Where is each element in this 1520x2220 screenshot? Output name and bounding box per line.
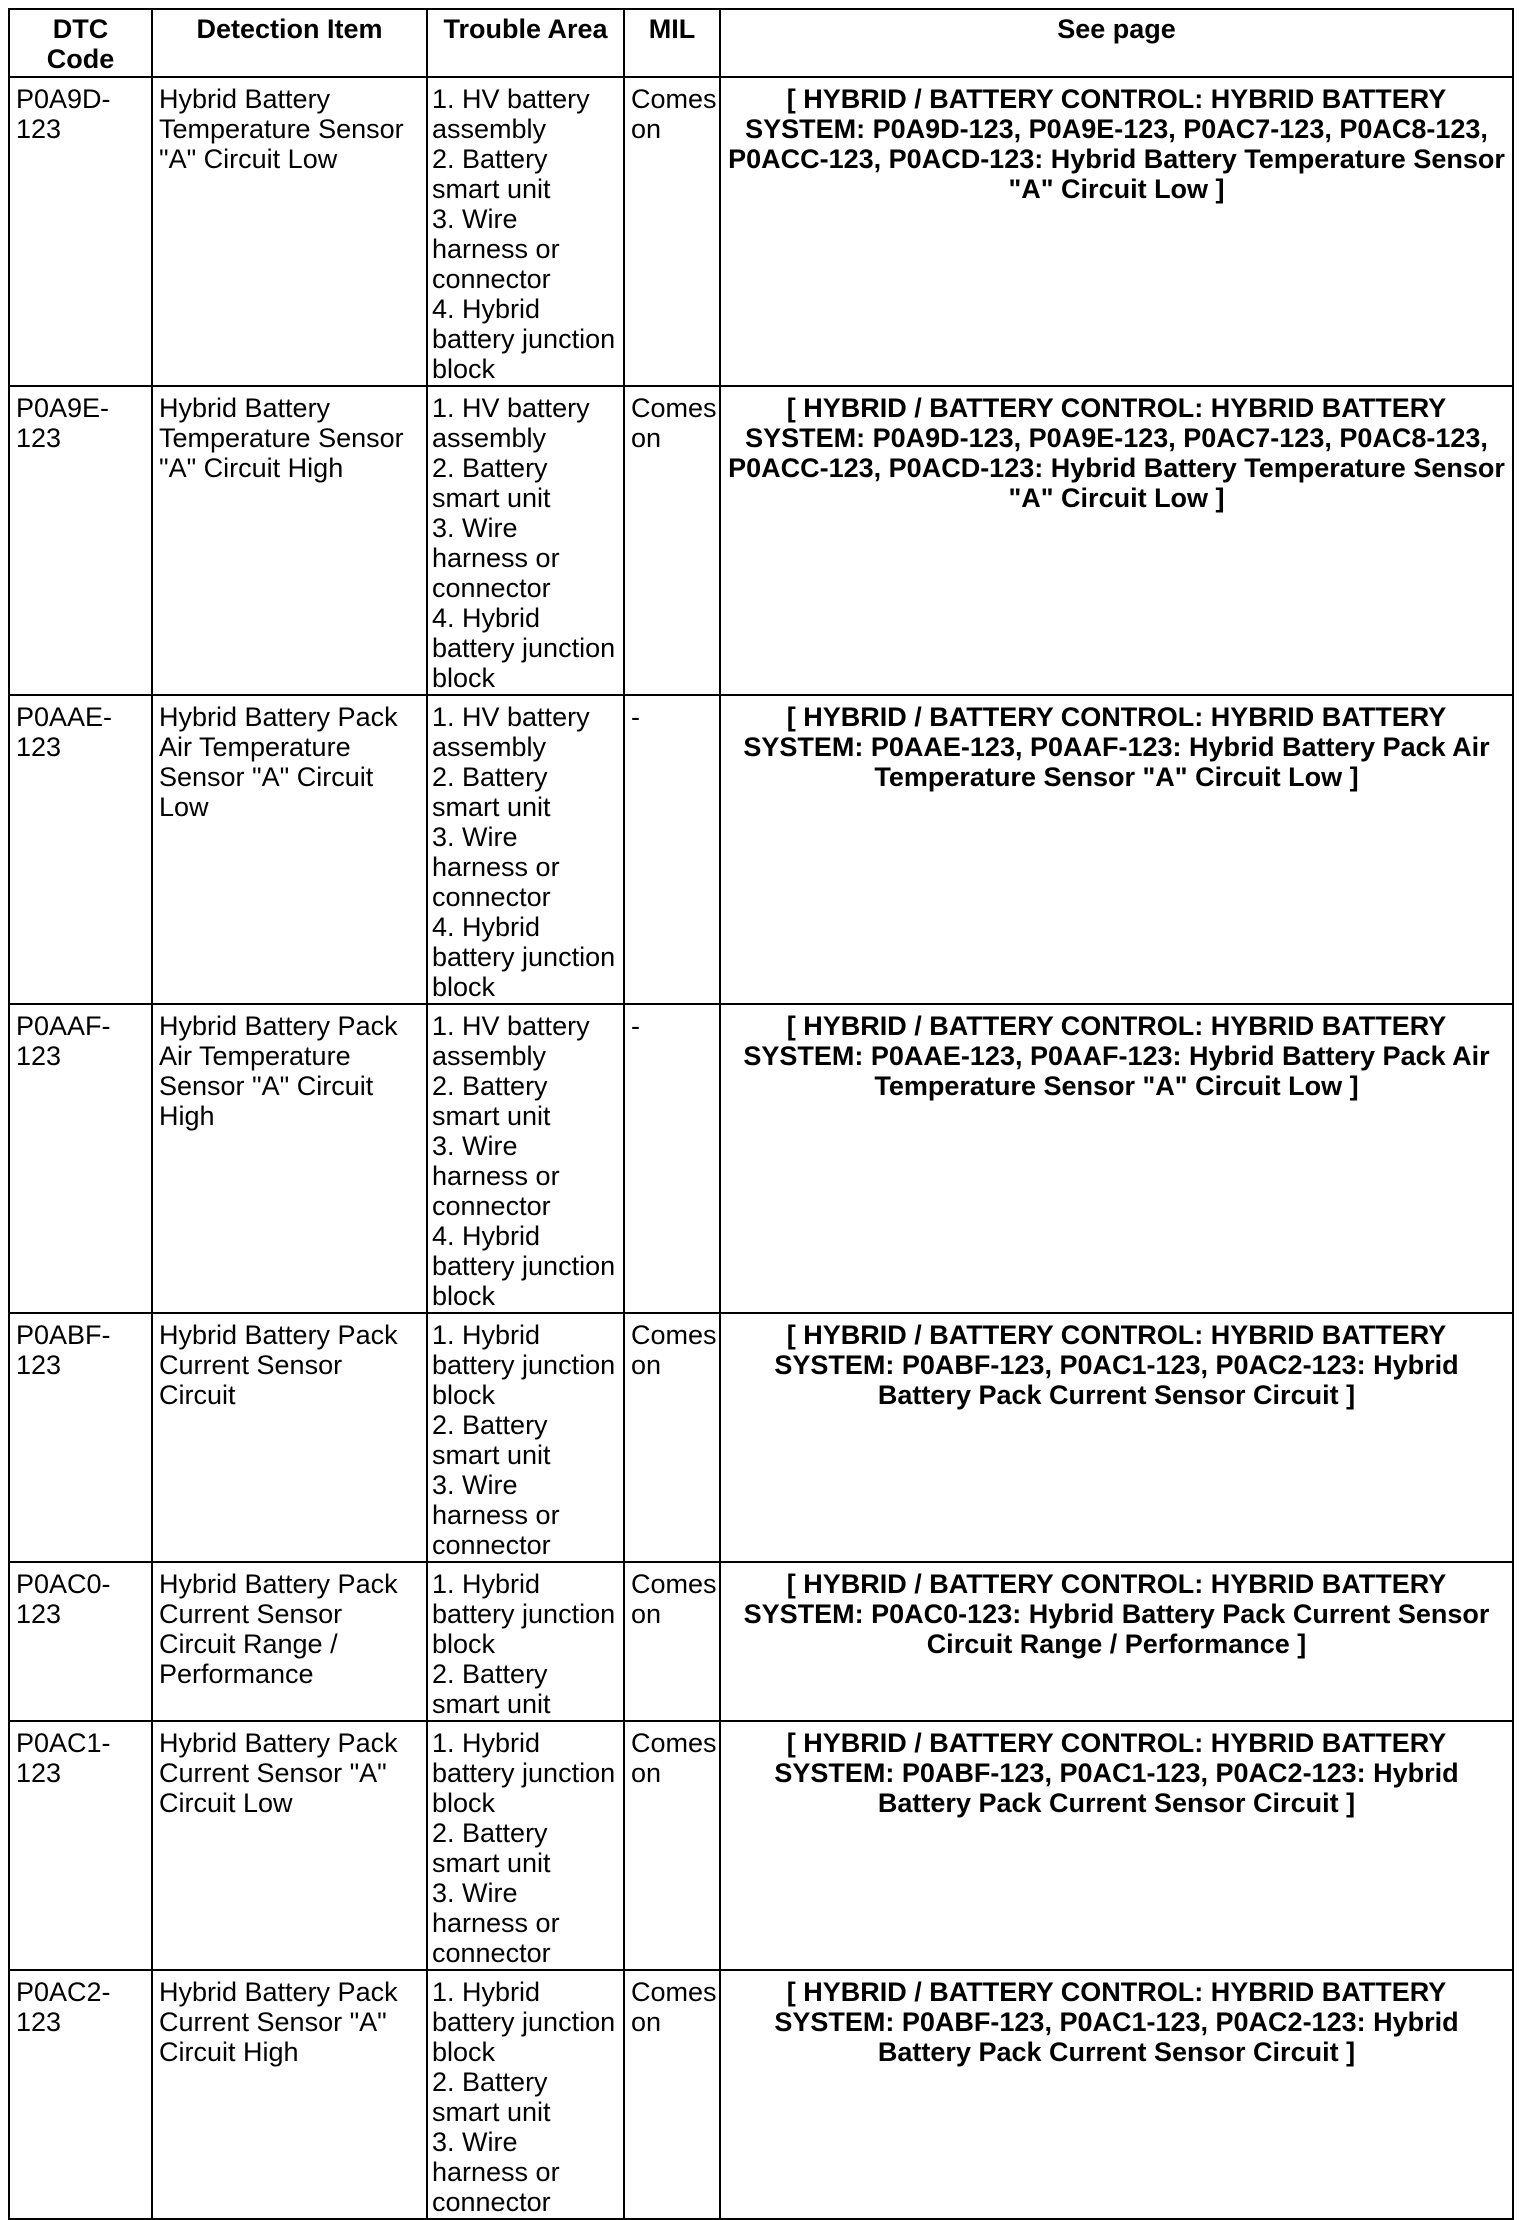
trouble-area-line: 1. Hybrid battery junction block [432,1569,616,1659]
detection-item-cell: Hybrid Battery Pack Current Sensor Circuit Range / Performance [152,1562,427,1721]
trouble-area-cell [427,1313,624,1562]
table-row [9,1562,1513,1721]
trouble-area-line: 1. Hybrid battery junction block [432,1728,616,1818]
trouble-area-cell [427,1970,624,2219]
mil-cell: Comes on [624,1721,720,1970]
dtc-code-cell: P0AAF-123 [9,1004,152,1313]
table-row [9,1004,1513,1313]
trouble-area-line: 2. Battery smart unit [432,1818,551,1878]
see-page-link[interactable]: [ HYBRID / BATTERY CONTROL: HYBRID BATTERY SYSTEM: P0ABF-123, P0AC1-123, P0AC2-123: Hybrid Battery Pack Current Sensor Circuit ] [720,1721,1513,1970]
dtc-code-cell: P0AAE-123 [9,695,152,1004]
trouble-area-line: 2. Battery smart unit [432,1410,551,1470]
trouble-area-line: 2. Battery smart unit [432,762,551,822]
trouble-area-line: 1. HV battery assembly [432,393,590,453]
header-row [9,9,1513,77]
table-row [9,1970,1513,2219]
trouble-area-cell [427,1004,624,1313]
trouble-area-line: 4. Hybrid battery junction block [432,603,616,693]
detection-item-cell: Hybrid Battery Temperature Sensor "A" Circuit High [152,386,427,695]
header-dtc-code: DTC Code [9,9,152,77]
see-page-link[interactable]: [ HYBRID / BATTERY CONTROL: HYBRID BATTERY SYSTEM: P0AAE-123, P0AAF-123: Hybrid Battery Pack Air Temperature Sensor "A" Circuit Low ] [720,1004,1513,1313]
trouble-area-line: 4. Hybrid battery junction block [432,912,616,1002]
detection-item-cell: Hybrid Battery Pack Current Sensor "A" Circuit High [152,1970,427,2219]
table-row [9,695,1513,1004]
header-see-page: See page [720,9,1513,77]
trouble-area-line: 2. Battery smart unit [432,453,551,513]
detection-item-cell: Hybrid Battery Pack Air Temperature Sensor "A" Circuit High [152,1004,427,1313]
see-page-link[interactable]: [ HYBRID / BATTERY CONTROL: HYBRID BATTERY SYSTEM: P0ABF-123, P0AC1-123, P0AC2-123: Hybrid Battery Pack Current Sensor Circuit ] [720,1313,1513,1562]
trouble-area-cell [427,386,624,695]
detection-item-cell: Hybrid Battery Pack Current Sensor Circuit [152,1313,427,1562]
trouble-area-line: 3. Wire harness or connector [432,1470,560,1560]
header-trouble-area: Trouble Area [427,9,624,77]
see-page-link[interactable]: [ HYBRID / BATTERY CONTROL: HYBRID BATTERY SYSTEM: P0AAE-123, P0AAF-123: Hybrid Battery Pack Air Temperature Sensor "A" Circuit Low ] [720,695,1513,1004]
dtc-table [8,8,1514,2220]
trouble-area-cell [427,1721,624,1970]
trouble-area-line: 3. Wire harness or connector [432,1131,560,1221]
trouble-area-line: 3. Wire harness or connector [432,2127,560,2217]
header-mil: MIL [624,9,720,77]
mil-cell: Comes on [624,1313,720,1562]
mil-cell: Comes on [624,1562,720,1721]
see-page-link[interactable]: [ HYBRID / BATTERY CONTROL: HYBRID BATTERY SYSTEM: P0A9D-123, P0A9E-123, P0AC7-123, P0AC8-123, P0ACC-123, P0ACD-123: Hybrid Battery Temperature Sensor "A" Circuit Low ] [720,386,1513,695]
trouble-area-line: 2. Battery smart unit [432,2067,551,2127]
table-row [9,1313,1513,1562]
dtc-code-cell: P0ABF-123 [9,1313,152,1562]
table-row [9,386,1513,695]
dtc-code-cell: P0A9D-123 [9,77,152,386]
detection-item-cell: Hybrid Battery Temperature Sensor "A" Circuit Low [152,77,427,386]
detection-item-cell: Hybrid Battery Pack Air Temperature Sensor "A" Circuit Low [152,695,427,1004]
table-header [9,9,1513,77]
mil-cell: Comes on [624,77,720,386]
trouble-area-line: 4. Hybrid battery junction block [432,294,616,384]
mil-cell: Comes on [624,386,720,695]
trouble-area-line: 1. HV battery assembly [432,84,590,144]
dtc-code-cell: P0AC2-123 [9,1970,152,2219]
table-row [9,77,1513,386]
trouble-area-line: 1. HV battery assembly [432,702,590,762]
trouble-area-line: 3. Wire harness or connector [432,204,560,294]
trouble-area-line: 1. Hybrid battery junction block [432,1977,616,2067]
trouble-area-line: 3. Wire harness or connector [432,822,560,912]
trouble-area-line: 2. Battery smart unit [432,144,551,204]
dtc-code-cell: P0A9E-123 [9,386,152,695]
trouble-area-line: 4. Hybrid battery junction block [432,1221,616,1311]
trouble-area-line: 3. Wire harness or connector [432,1878,560,1968]
table-row [9,1721,1513,1970]
see-page-link[interactable]: [ HYBRID / BATTERY CONTROL: HYBRID BATTERY SYSTEM: P0AC0-123: Hybrid Battery Pack Current Sensor Circuit Range / Performance ] [720,1562,1513,1721]
trouble-area-line: 1. Hybrid battery junction block [432,1320,616,1410]
dtc-code-cell: P0AC1-123 [9,1721,152,1970]
detection-item-cell: Hybrid Battery Pack Current Sensor "A" Circuit Low [152,1721,427,1970]
trouble-area-cell [427,1562,624,1721]
trouble-area-line: 2. Battery smart unit [432,1659,551,1719]
mil-cell: - [624,695,720,1004]
trouble-area-cell [427,77,624,386]
see-page-link[interactable]: [ HYBRID / BATTERY CONTROL: HYBRID BATTERY SYSTEM: P0A9D-123, P0A9E-123, P0AC7-123, P0AC8-123, P0ACC-123, P0ACD-123: Hybrid Battery Temperature Sensor "A" Circuit Low ] [720,77,1513,386]
trouble-area-cell [427,695,624,1004]
table-body [9,77,1513,2219]
mil-cell: Comes on [624,1970,720,2219]
see-page-link[interactable]: [ HYBRID / BATTERY CONTROL: HYBRID BATTERY SYSTEM: P0ABF-123, P0AC1-123, P0AC2-123: Hybrid Battery Pack Current Sensor Circuit ] [720,1970,1513,2219]
trouble-area-line: 1. HV battery assembly [432,1011,590,1071]
trouble-area-line: 3. Wire harness or connector [432,513,560,603]
trouble-area-line: 2. Battery smart unit [432,1071,551,1131]
mil-cell: - [624,1004,720,1313]
dtc-code-cell: P0AC0-123 [9,1562,152,1721]
header-detection-item: Detection Item [152,9,427,77]
